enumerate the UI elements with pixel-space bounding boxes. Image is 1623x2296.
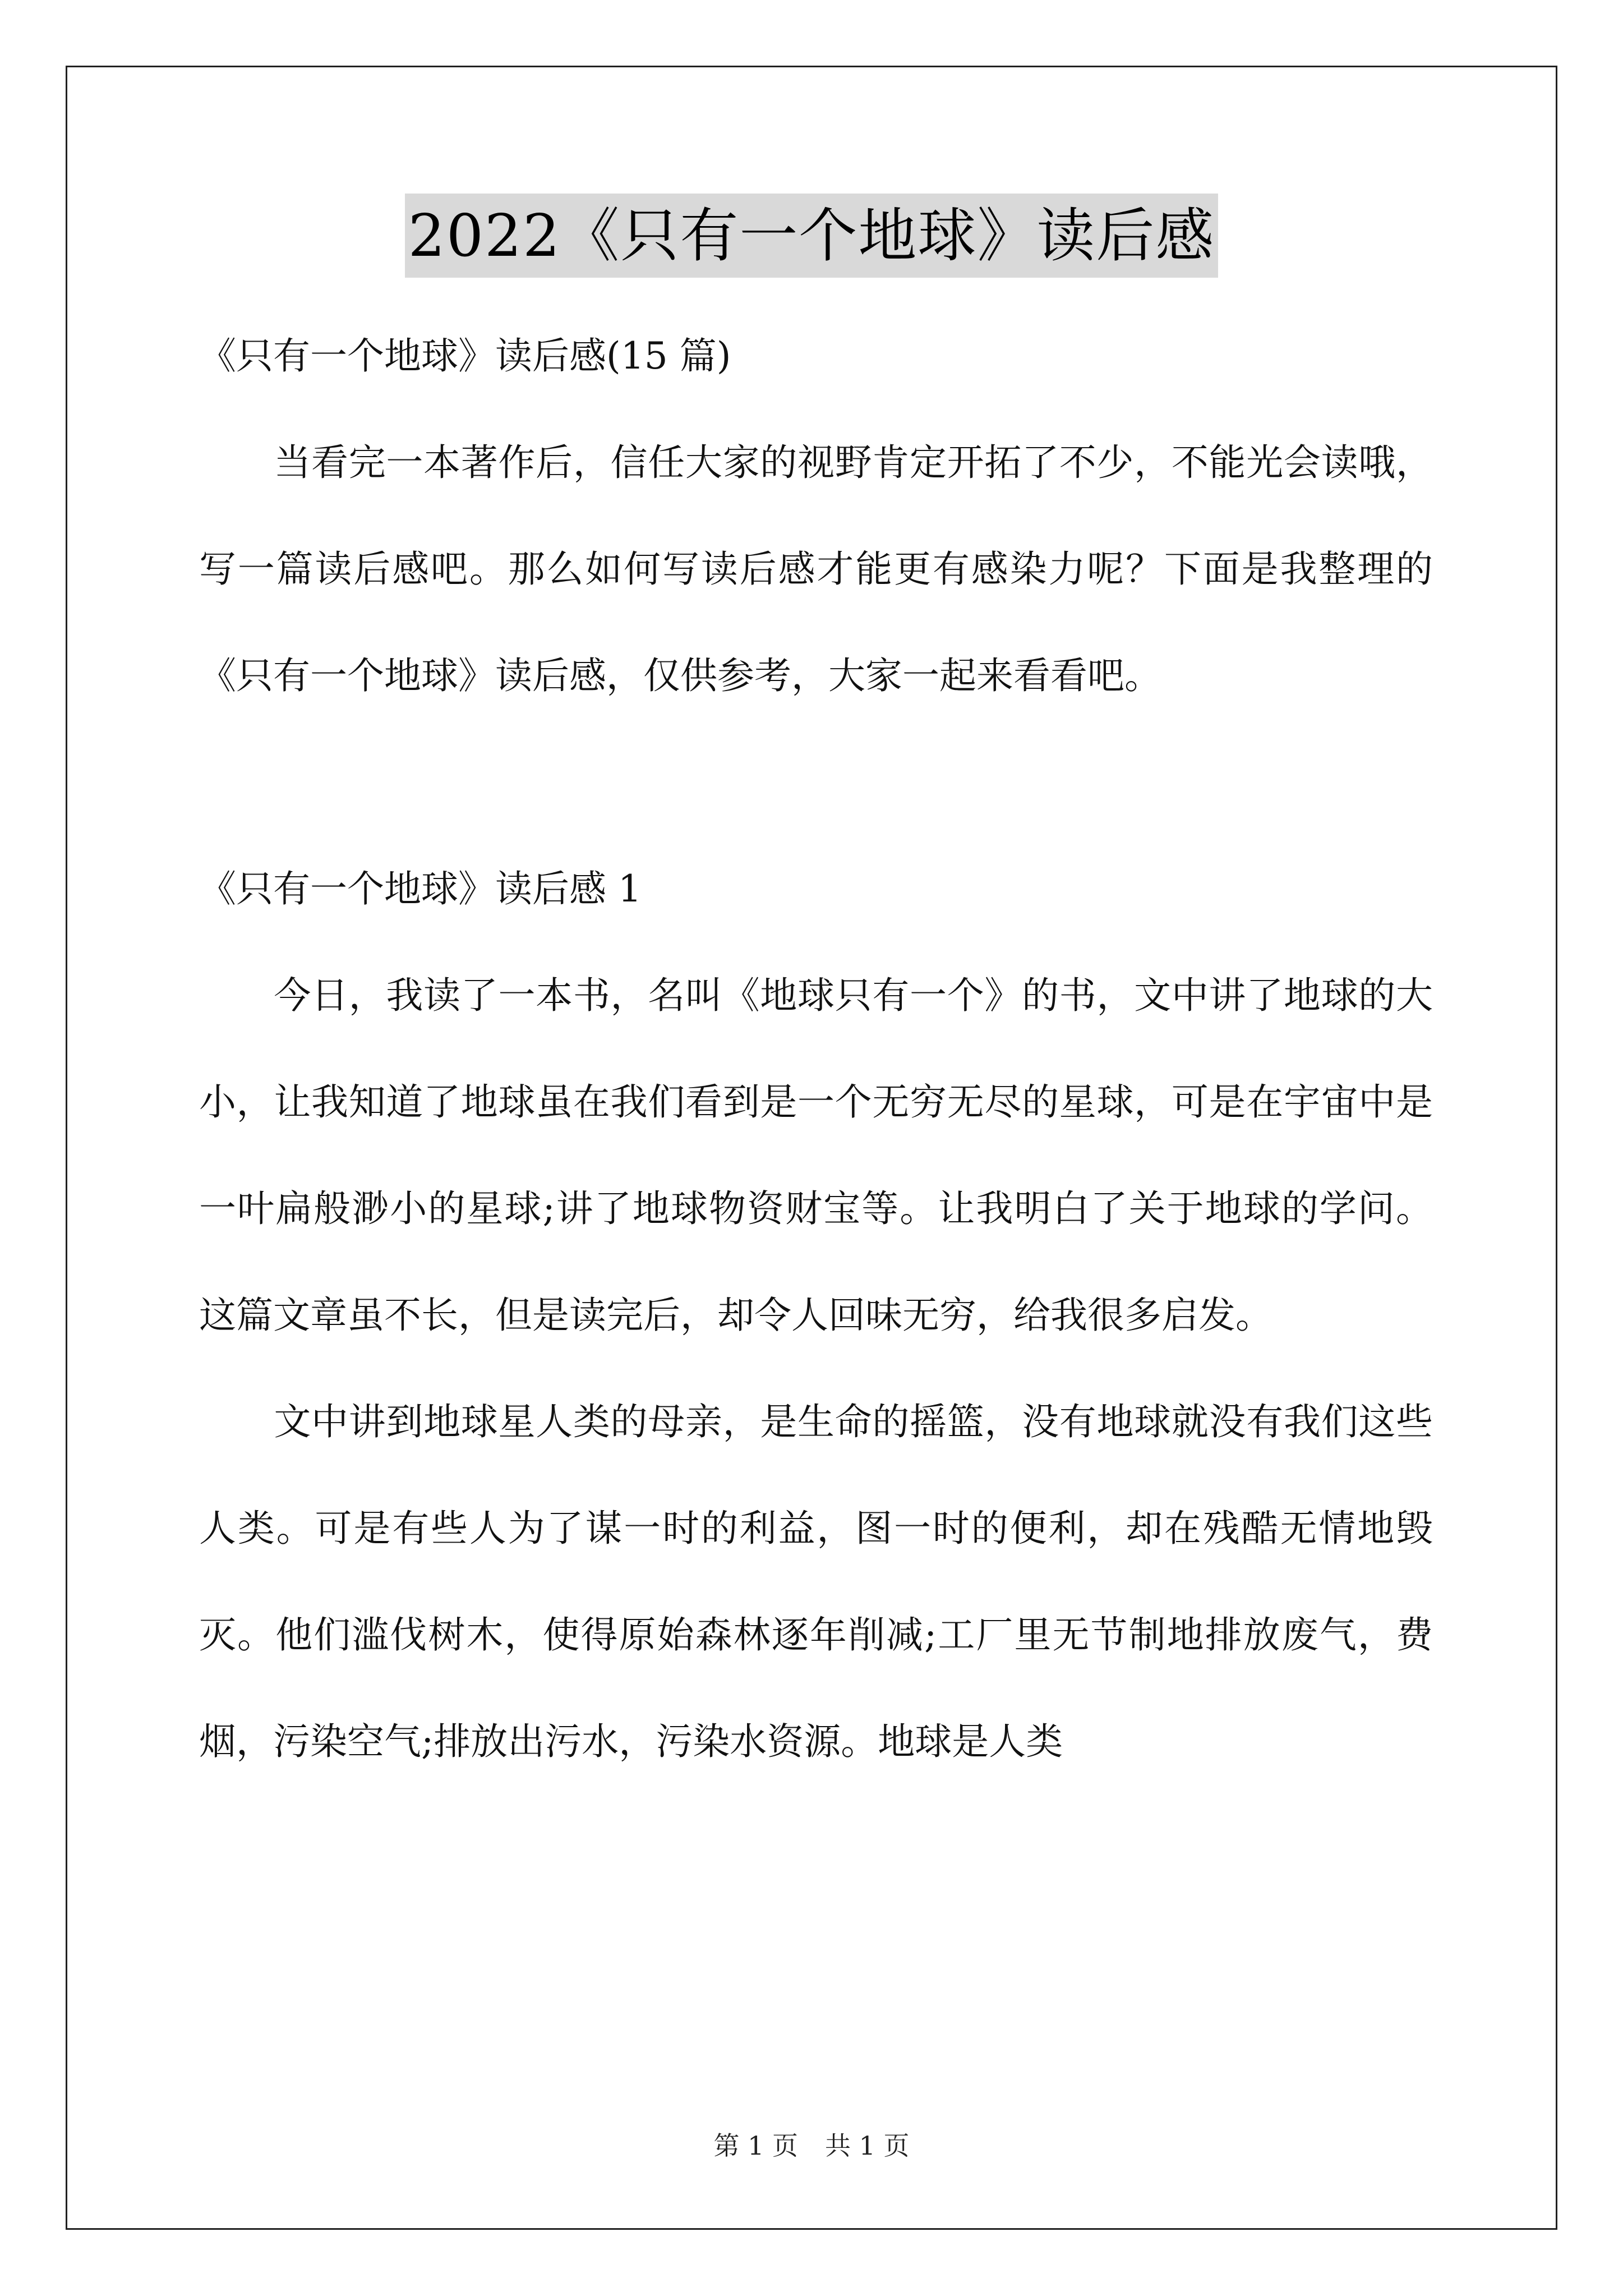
essay-1-paragraph-1: 今日，我读了一本书，名叫《地球只有一个》的书，文中讲了地球的大小，让我知道了地球虽在我们看到是一个无穷无尽的星球，可是在宇宙中是一叶扁般渺小的星球;讲了地球物资财宝等。让我明白了关于地球的学问。这篇文章虽不长，但是读完后，却令人回味无穷，给我很多启发。 bbox=[199, 974, 1433, 1337]
essay-1-paragraph-2: 文中讲到地球星人类的母亲，是生命的摇篮，没有地球就没有我们这些人类。可是有些人为了谋一时的利益，图一时的便利，却在残酷无情地毁灭。他们滥伐树木，使得原始森林逐年削减;工厂里无节制地排放废气，费烟，污染空气;排放出污水，污染水资源。地球是人类 bbox=[199, 1400, 1433, 1763]
page-footer bbox=[0, 2129, 1623, 2162]
essay-1-heading: 《只有一个地球》读后感 1 bbox=[199, 867, 642, 910]
document-title: 2022《只有一个地球》读后感 bbox=[405, 194, 1219, 278]
intro-paragraph: 当看完一本著作后，信任大家的视野肯定开拓了不少，不能光会读哦，写一篇读后感吧。那么如何写读后感才能更有感染力呢？下面是我整理的《只有一个地球》读后感，仅供参考，大家一起来看看吧。 bbox=[199, 441, 1433, 697]
section-spacer bbox=[199, 729, 1433, 836]
page-number: 第 1 页 bbox=[713, 2131, 798, 2161]
collection-heading: 《只有一个地球》读后感(15 篇) bbox=[199, 334, 731, 378]
title-container bbox=[0, 194, 1623, 278]
document-body bbox=[199, 303, 1433, 1795]
page-total: 共 1 页 bbox=[825, 2131, 910, 2161]
